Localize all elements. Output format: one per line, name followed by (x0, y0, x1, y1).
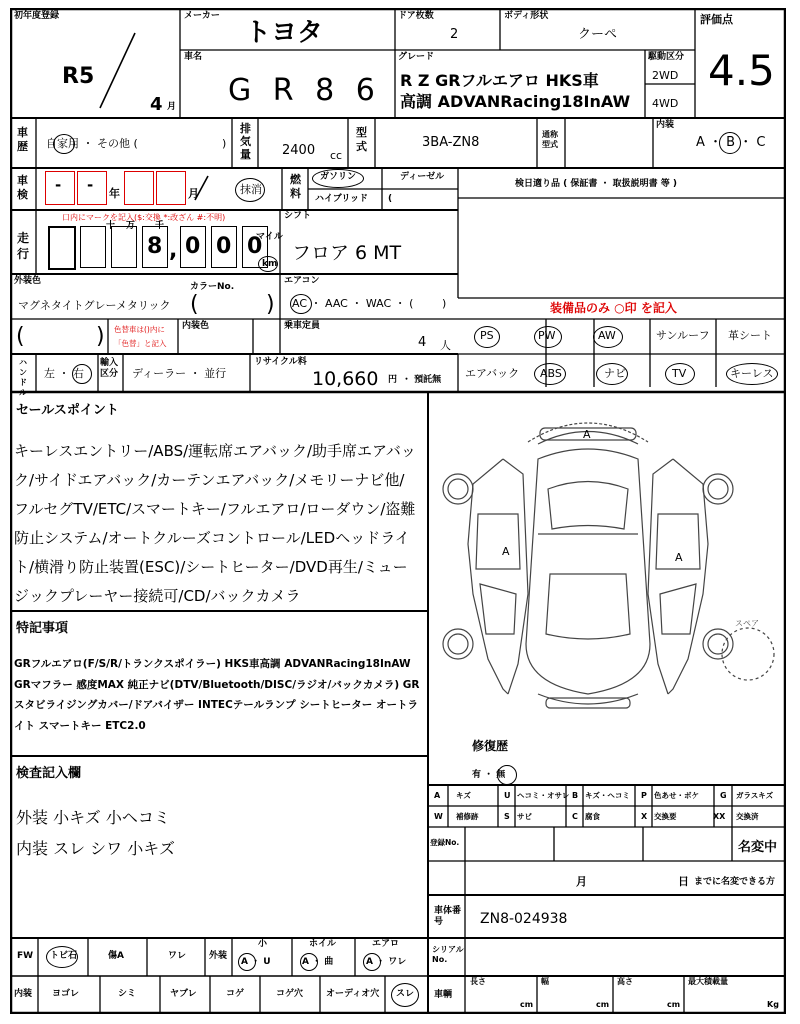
body-type-label: ボディ形状 (504, 11, 549, 21)
doors-label: ドア枚数 (398, 11, 434, 21)
color-change-note-1: 色替車は()内に (114, 325, 165, 334)
legend-label-u: ヘコミ・オサレ (517, 791, 570, 800)
shift-label: シフト (284, 211, 312, 221)
yen-unit: 円 (388, 375, 398, 385)
score-value: 4.5 (708, 46, 775, 95)
legend-label-b: キズ・ヘコミ (585, 791, 630, 800)
equip-sunroof: サンルーフ (656, 329, 710, 342)
inspection-status: 抹消 (240, 183, 262, 196)
legend-label-s: サビ (517, 812, 532, 821)
interior-color-label: 内装色 (182, 321, 210, 331)
mileage-digit-0-a: 0 (185, 234, 201, 259)
damage-mark-a-left: A (502, 545, 510, 558)
interior-burn-hole: コゲ穴 (276, 989, 304, 999)
interior-grade-circle-mark (719, 132, 741, 154)
equip-keyless-circle (726, 363, 778, 385)
wheel-circle (300, 953, 318, 971)
legend-label-p: 色あせ・ボケ (654, 791, 699, 800)
fw-label: FW (17, 951, 34, 961)
shift-value: フロア 6 MT (292, 242, 402, 264)
history-options: 自家用 ・ その他 ( (46, 137, 138, 150)
aircon-options: AC ・ AAC ・ WAC ・ ( (292, 297, 414, 310)
fw-scratch: 傷A (108, 951, 124, 961)
registration-day-label: 日 (678, 875, 689, 888)
inspection-line-1: 外装 小キズ 小ヘコミ (16, 808, 170, 827)
car-damage-diagram (428, 394, 785, 784)
aero-circle (363, 953, 381, 971)
interior-wear: スレ (396, 989, 415, 999)
equip-keyless: キーレス (730, 367, 774, 380)
inspection-line-2: 内装 スレ シワ 小キズ (16, 839, 175, 858)
handle-circle-mark (72, 364, 92, 384)
interior-grade-label: 内装 (656, 120, 675, 130)
special-notes-title: 特記事項 (16, 621, 69, 636)
legend-label-g: ガラスキズ (736, 791, 774, 800)
legend-code-w: W (434, 812, 443, 821)
legend-code-g: G (720, 791, 727, 800)
import-label: 輸入区分 (100, 358, 119, 379)
width-cm: cm (596, 1000, 610, 1009)
km-circle-mark (258, 256, 278, 272)
equip-abs: ABS (540, 367, 562, 380)
mileage-unit-man: 万 (126, 221, 136, 231)
model-value: 3BA-ZN8 (422, 135, 480, 150)
equip-tv: TV (672, 367, 687, 380)
legend-code-u: U (504, 791, 511, 800)
mileage-digit-box-1 (48, 226, 76, 270)
first-registration-era: R5 (62, 64, 95, 89)
color-number-close: ) (266, 292, 275, 317)
fw-crack: ワレ (168, 951, 187, 961)
interior-tear: ヤブレ (170, 989, 197, 999)
drive-2wd: 2WD (652, 69, 679, 82)
common-model-label: 通称型式 (542, 130, 558, 149)
first-registration-label: 初年度登録 (14, 11, 60, 21)
interior-grade-options: A ・ B ・ C (696, 135, 766, 150)
legend-label-x: 交換要 (654, 812, 677, 821)
interior-stain: シミ (118, 989, 137, 999)
exterior-label: 外装 (209, 951, 228, 961)
displacement-value: 2400 (282, 143, 316, 158)
vehicle-dimensions-label: 車輌 (434, 990, 453, 1000)
recycle-fee: 10,660 (312, 368, 379, 390)
mileage-digit-box-3 (111, 226, 137, 268)
int-color-close: ) (96, 324, 105, 349)
mileage-digit-0-b: 0 (216, 234, 232, 259)
equip-pw-circle (534, 326, 562, 348)
length-cm: cm (520, 1000, 534, 1009)
import-options: ディーラー ・ 並行 (132, 367, 227, 380)
maker-label: メーカー (184, 11, 220, 21)
fuel-label: 燃料 (290, 173, 301, 200)
max-load-label: 最大積載量 (688, 977, 728, 986)
color-change-note-2: 「色替」と記入 (114, 339, 167, 348)
history-circle-mark (53, 134, 75, 154)
mileage-digit-box-2 (80, 226, 106, 268)
equip-abs-circle (534, 363, 566, 385)
interior-audio-hole: オーディオ穴 (326, 989, 380, 999)
exterior-small-circle (238, 953, 256, 971)
aero-options: A ・ ワレ (366, 957, 407, 967)
color-number-open: ( (190, 292, 199, 317)
registration-month-label: 月 (576, 875, 587, 888)
height-label: 高さ (617, 977, 633, 986)
equip-aw-circle (593, 326, 623, 348)
width-label: 幅 (541, 977, 549, 986)
history-label: 車歴 (17, 126, 28, 153)
name-change-label: 名変中 (738, 840, 778, 855)
mileage-unit-sen: 千 (155, 221, 165, 231)
month-unit-2: 月 (188, 187, 199, 200)
exterior-small-options: A ・ U (241, 957, 271, 967)
score-label: 評価点 (700, 13, 733, 26)
equip-pw: PW (538, 329, 556, 342)
interior-wear-circle (391, 983, 419, 1007)
color-number-label: カラーNo. (190, 282, 235, 292)
fw-chip-circle (46, 946, 78, 968)
legend-code-b: B (572, 791, 579, 800)
inspection-field-title: 検査記入欄 (16, 766, 82, 781)
fw-chip: トビ石 (50, 951, 78, 961)
equip-aw: AW (598, 329, 616, 342)
body-type-value: クーペ (578, 27, 618, 42)
mileage-digit-8: 8 (147, 234, 163, 259)
interior-dirt: ヨゴレ (52, 989, 80, 999)
legend-code-x: X (641, 812, 648, 821)
capacity-unit: 人 (440, 339, 451, 352)
equip-leather-seat: 革シート (728, 329, 772, 342)
equip-ps-circle (474, 326, 500, 348)
aircon-circle-mark (290, 294, 312, 314)
repair-history-options: 有 ・ 無 (472, 770, 506, 780)
inspection-month-box-1 (124, 171, 154, 205)
chassis-number-value: ZN8-024938 (480, 911, 568, 927)
small-label: 小 (258, 939, 268, 949)
capacity-label: 乗車定員 (284, 321, 321, 331)
recycle-label: リサイクル料 (254, 357, 307, 367)
legend-label-c: 腐食 (585, 812, 600, 821)
equip-ps: PS (480, 329, 494, 342)
legend-code-c: C (572, 812, 578, 821)
fuel-circle-mark (312, 169, 364, 188)
mileage-comma: , (169, 238, 178, 263)
mile-label: マイル (256, 232, 283, 242)
interior-burn: コゲ (226, 989, 245, 999)
registration-number-label: 登録No. (430, 838, 460, 847)
repair-history-label: 修復歴 (472, 739, 509, 753)
inspection-label: 車検 (17, 174, 28, 201)
mileage-label: 走行 (17, 231, 30, 261)
maker-name: トヨタ (245, 18, 324, 48)
mileage-digit-0-c: 0 (247, 234, 263, 259)
equipment-title: 装備品のみ ○印 を記入 (550, 301, 677, 315)
month-unit: 月 (167, 102, 177, 112)
sales-point-title: セールスポイント (16, 403, 119, 418)
aircon-label: エアコン (284, 276, 320, 286)
legend-label-a: キズ (456, 791, 471, 800)
legend-label-xx: 交換済 (736, 812, 759, 821)
km-label: km (262, 259, 278, 269)
year-unit: 年 (109, 187, 120, 200)
legend-code-p: P (641, 791, 647, 800)
chassis-number-label: 車体番号 (434, 906, 462, 927)
spare-label: スペア (735, 619, 759, 628)
aero-label: エアロ (372, 939, 400, 949)
doors-value: 2 (450, 27, 459, 42)
serial-number-label: シリアルNo. (432, 945, 464, 964)
model-label: 型式 (356, 126, 367, 153)
grade-label: グレード (398, 52, 435, 62)
fuel-diesel: ディーゼル (400, 172, 445, 182)
drive-4wd: 4WD (652, 97, 679, 110)
repair-history-circle (497, 765, 517, 785)
damage-mark-a-top: A (583, 428, 591, 441)
legend-code-s: S (504, 812, 510, 821)
car-name-value: G R 8 6 (228, 73, 381, 108)
length-label: 長さ (470, 977, 486, 986)
grade-line-2: 高調 ADVANRacing18InAW (400, 92, 631, 111)
fuel-gasoline: ガソリン (320, 172, 357, 182)
fuel-other: ( (388, 194, 393, 204)
exterior-color-value: マグネタイトグレーメタリック (18, 299, 171, 312)
height-cm: cm (667, 1000, 681, 1009)
registration-deadline: までに名変できる方 (694, 877, 776, 887)
legend-label-w: 補修跡 (456, 812, 479, 821)
cc-unit: cc (330, 149, 343, 162)
drive-label: 駆動区分 (648, 52, 685, 62)
legend-code-xx: XX (713, 812, 726, 821)
interior-label: 内装 (14, 989, 33, 999)
equip-navi-circle (596, 363, 628, 385)
inspection-status-circle (235, 178, 265, 202)
equip-navi: ナビ (604, 367, 626, 380)
handle-label: ハンドル (19, 358, 27, 397)
fuel-hybrid: ハイブリッド (315, 194, 369, 204)
accessories-label: 検日適り品 ( 保証書 ・ 取扱説明書 等 ) (515, 179, 678, 189)
handle-options: 左 ・ 右 (44, 367, 84, 380)
legend-code-a: A (434, 791, 441, 800)
car-name-label: 車名 (184, 52, 203, 62)
inspection-year-dash-2: - (87, 176, 94, 194)
equip-airbag: エアバック (465, 367, 520, 380)
mileage-note: 口内にマークを記入($:交換 *:改ざん #:不明) (62, 213, 226, 222)
wheel-label: ホイル (309, 939, 337, 949)
capacity-value: 4 (418, 335, 427, 350)
displacement-label: 排気量 (240, 122, 251, 161)
max-load-kg: Kg (767, 1000, 779, 1009)
deposit-label: ・ 預託無 (402, 375, 442, 385)
inspection-year-dash-1: - (55, 176, 62, 194)
mileage-unit-ju: 十 (106, 221, 116, 231)
inspection-month-box-2 (156, 171, 186, 205)
int-color-open: ( (16, 324, 25, 349)
auction-inspection-sheet (10, 8, 786, 1014)
wheel-options: A ・ 曲 (302, 957, 334, 967)
first-registration-month: 4 (150, 94, 163, 115)
special-notes-text: GRフルエアロ(F/S/R/トランクスポイラー) HKS車高調 ADVANRacing18InAW GRマフラー 感度MAX 純正ナビ(DTV/Bluetooth/DISC/ラジオ/バックカメラ) GRスタビライジングカバー/ドアバイザー INTECテールランプ シートヒーター オートライト スマートキー ETC2.0 (14, 658, 420, 732)
damage-mark-a-right: A (675, 551, 683, 564)
grade-line-1: R Z GRフルエアロ HKS車 (400, 71, 599, 90)
sales-point-text: キーレスエントリー/ABS/運転席エアバック/助手席エアバック/サイドエアバック/カーテンエアバック/メモリーナビ他/フルセグTV/ETC/スマートキー/フルエアロ/ローダウン/盗難防止システム/オートクルーズコントロール/LEDヘッドライト/横滑り防止装置(ESC)/シートヒーター/DVD再生/ミュージックプレーヤー接続可/CD/バックカメラ (14, 442, 416, 605)
aircon-close: ) (442, 297, 447, 310)
equip-tv-circle (665, 363, 695, 385)
history-close: ) (222, 137, 227, 150)
exterior-color-label: 外装色 (14, 276, 42, 286)
